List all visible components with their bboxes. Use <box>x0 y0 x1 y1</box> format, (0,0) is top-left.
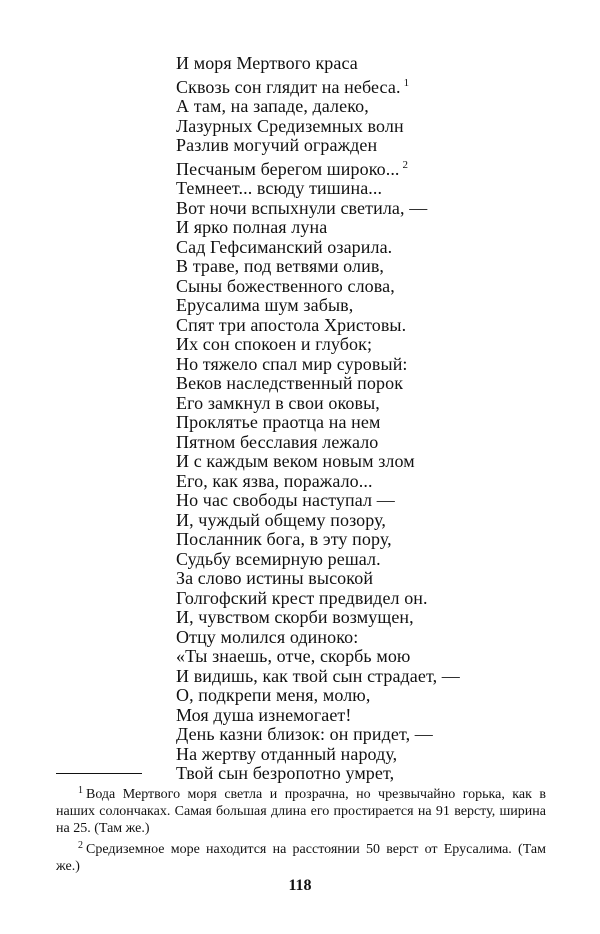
poem-line-text: Но час свободы наступал — <box>176 490 395 510</box>
poem-line <box>176 218 566 238</box>
poem-line-text: Его, как язва, поражало... <box>176 470 373 491</box>
footnote-number: 2 <box>78 840 83 851</box>
poem-line <box>176 296 566 316</box>
poem-line-text: Спят три апостола Христовы. <box>176 314 407 335</box>
poem-line <box>176 706 566 726</box>
poem-line <box>176 433 566 453</box>
poem-line <box>176 608 566 628</box>
poem-line-text: Но тяжело спал мир суровый: <box>176 353 408 374</box>
poem-line <box>176 238 566 258</box>
poem-line-text: И, чуждый общему позору, <box>176 509 387 530</box>
poem-line-text: Пятном бесславия лежало <box>176 431 379 452</box>
poem-line-text: В траве, под ветвями олив, <box>176 256 385 276</box>
poem-line-text: Голгофский крест предвидел он. <box>176 587 428 608</box>
poem-line-text: Твой сын безропотно умрет, <box>176 763 395 783</box>
poem-line <box>176 156 566 180</box>
poem-line <box>176 530 566 550</box>
poem-line <box>176 179 566 199</box>
poem-line-text: И видишь, как твой сын страдает, — <box>176 665 460 686</box>
poem-line-text: На жертву отданный народу, <box>176 743 398 764</box>
poem-line <box>176 257 566 277</box>
poem-line <box>176 667 566 687</box>
footnote-1 <box>56 782 546 837</box>
footnote-reference: 2 <box>402 158 409 171</box>
footnote-2 <box>56 837 546 875</box>
poem-line <box>176 394 566 414</box>
poem-line <box>176 452 566 472</box>
poem-line <box>176 413 566 433</box>
poem-line-text: И, чувством скорби возмущен, <box>176 607 414 627</box>
poem-line <box>176 54 566 74</box>
poem-line <box>176 355 566 375</box>
poem-line-text: Проклятье праотца на нем <box>176 412 381 432</box>
poem-line <box>176 647 566 667</box>
poem-line <box>176 74 566 98</box>
poem-line <box>176 374 566 394</box>
poem-line <box>176 97 566 117</box>
poem-line <box>176 569 566 589</box>
footnote-number: 1 <box>78 785 83 796</box>
poem-line-text: Сыны божественного слова, <box>176 275 395 296</box>
poem-line <box>176 335 566 355</box>
poem-line <box>176 117 566 137</box>
footnote-text: Вода Мертвого моря светла и прозрачна, но чрезвычайно горька, как в наших солончаках. Самая большая длина его простирается на 91 версту, ширина на 25. (Там же.) <box>56 787 546 836</box>
poem-line-text: И с каждым веком новым злом <box>176 451 415 471</box>
poem-line <box>176 764 566 784</box>
poem-line <box>176 686 566 706</box>
poem-line <box>176 628 566 648</box>
poem-line <box>176 277 566 297</box>
poem-line-text: За слово истины высокой <box>176 568 374 588</box>
poem-line-text: «Ты знаешь, отче, скорбь мою <box>176 646 411 666</box>
poem-line-text: Вот ночи вспыхнули светила, — <box>176 197 428 218</box>
poem-line <box>176 491 566 511</box>
footnote-reference: 1 <box>403 76 410 89</box>
poem-line-text: Моя душа изнемогает! <box>176 704 352 725</box>
poem-line-text: И моря Мертвого краса <box>176 53 358 73</box>
poem-line <box>176 725 566 745</box>
poem-line-text: Веков наследственный порок <box>176 373 404 393</box>
poem-line <box>176 472 566 492</box>
poem-line-text: Сквозь сон глядит на небеса. <box>176 76 401 97</box>
poem-line <box>176 550 566 570</box>
poem-line <box>176 316 566 336</box>
footnotes-block <box>56 782 546 875</box>
poem-line-text: И ярко полная луна <box>176 217 328 237</box>
poem-line-text: Отцу молился одиноко: <box>176 626 359 647</box>
poem-line <box>176 589 566 609</box>
poem-line-text: А там, на западе, далеко, <box>176 96 369 116</box>
poem-line <box>176 199 566 219</box>
poem-line-text: Ерусалима шум забыв, <box>176 295 354 315</box>
poem-line-text: Посланник бога, в эту пору, <box>176 529 392 549</box>
poem-line-text: День казни близок: он придет, — <box>176 724 433 744</box>
poem-line <box>176 745 566 765</box>
poem-line-text: Разлив могучий огражден <box>176 135 378 155</box>
poem-line-text: О, подкрепи меня, молю, <box>176 685 371 705</box>
page-number: 118 <box>288 877 312 894</box>
poem-line-text: Лазурных Средиземных волн <box>176 115 404 136</box>
poem-line-text: Судьбу всемирную решал. <box>176 548 381 569</box>
poem-block <box>176 54 566 784</box>
poem-line <box>176 136 566 156</box>
poem-line-text: Сад Гефсиманский озарила. <box>176 236 393 257</box>
poem-line <box>176 511 566 531</box>
poem-line-text: Песчаным берегом широко... <box>176 158 400 179</box>
footnote-text: Средиземное море находится на расстоянии 50 верст от Ерусалима. (Там же.) <box>56 842 546 874</box>
poem-line-text: Его замкнул в свои оковы, <box>176 392 380 413</box>
footnote-divider <box>56 773 142 774</box>
poem-line-text: Их сон спокоен и глубок; <box>176 334 373 354</box>
poem-line-text: Темнеет... всюду тишина... <box>176 178 383 198</box>
